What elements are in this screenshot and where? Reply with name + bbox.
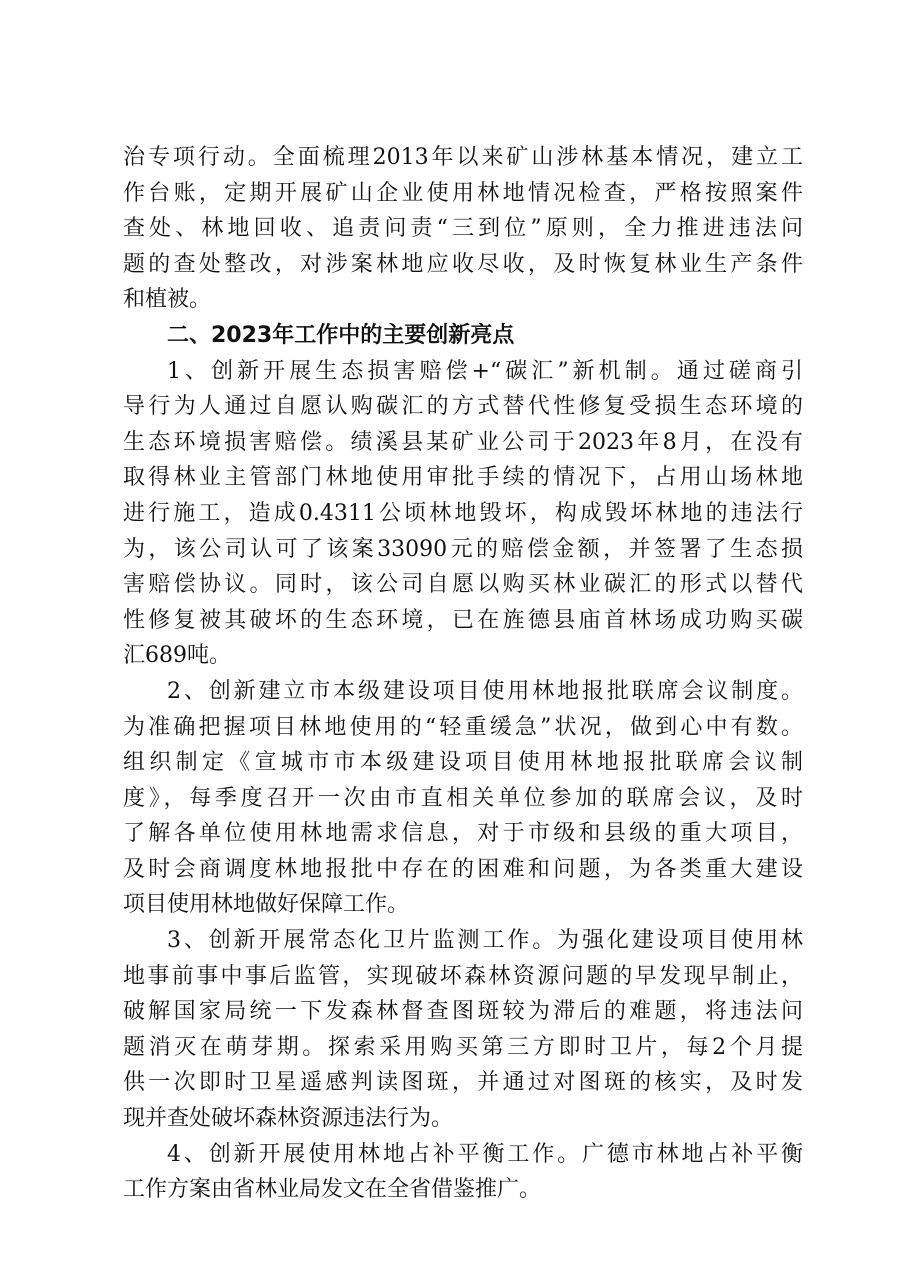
text-line: 题消灭在萌芽期。探索采用购买第三方即时卫片，每2个月提 [123, 1034, 803, 1060]
text-line: 1、创新开展生态损害赔偿+“碳汇”新机制。通过磋商引 [167, 358, 803, 384]
text-line: 取得林业主管部门林地使用审批手续的情况下，占用山场林地 [123, 465, 803, 491]
document-body [123, 140, 803, 1208]
text-line: 作台账，定期开展矿山企业使用林地情况检查，严格按照案件 [123, 180, 803, 206]
text-line: 性修复被其破坏的生态环境，已在旌德县庙首林场成功购买碳 [123, 607, 803, 633]
text-line: 进行施工，造成0.4311公顷林地毁坏，构成毁坏林地的违法行 [123, 500, 803, 526]
text-line: 和植被。 [123, 287, 212, 313]
text-line: 汇689吨。 [123, 643, 231, 669]
text-line: 治专项行动。全面梳理2013年以来矿山涉林基本情况，建立工 [123, 145, 803, 170]
text-line: 组织制定《宣城市市本级建设项目使用林地报批联席会议制 [123, 750, 803, 776]
text-line: 及时会商调度林地报批中存在的困难和问题，为各类重大建设 [123, 856, 803, 882]
text-line: 了解各单位使用林地需求信息，对于市级和县级的重大项目， [123, 821, 803, 847]
text-line: 项目使用林地做好保障工作。 [123, 892, 410, 918]
text-line: 3、创新开展常态化卫片监测工作。为强化建设项目使用林 [167, 928, 803, 954]
text-line: 4、创新开展使用林地占补平衡工作。广德市林地占补平衡 [167, 1141, 803, 1167]
text-line: 查处、林地回收、追责问责“三到位”原则，全力推进违法问 [123, 216, 803, 242]
paragraph-continuation [123, 140, 803, 318]
text-line: 生态环境损害赔偿。绩溪县某矿业公司于2023年8月，在没有 [123, 429, 803, 455]
paragraph-item-3 [123, 923, 803, 1137]
paragraph-item-2 [123, 674, 803, 923]
text-line: 地事前事中事后监管，实现破坏森林资源问题的早发现早制止， [123, 963, 803, 989]
text-line: 题的查处整改，对涉案林地应收尽收，及时恢复林业生产条件 [123, 251, 803, 277]
text-line: 导行为人通过自愿认购碳汇的方式替代性修复受损生态环境的 [123, 394, 803, 420]
text-line: 度》，每季度召开一次由市直相关单位参加的联席会议，及时 [123, 785, 803, 811]
text-line: 为准确把握项目林地使用的“轻重缓急”状况，做到心中有数。 [123, 714, 803, 740]
paragraph-item-1 [123, 354, 803, 674]
section-heading [123, 318, 803, 354]
text-line: 工作方案由省林业局发文在全省借鉴推广。 [123, 1177, 542, 1203]
text-line: 现并查处破坏森林资源违法行为。 [123, 1106, 454, 1132]
paragraph-item-4 [123, 1137, 803, 1208]
text-line: 为，该公司认可了该案33090元的赔偿金额，并签署了生态损 [123, 536, 803, 562]
text-line: 破解国家局统一下发森林督查图斑较为滞后的难题，将违法问 [123, 999, 803, 1025]
heading-text: 二、2023年工作中的主要创新亮点 [167, 322, 515, 348]
text-line: 2、创新建立市本级建设项目使用林地报批联席会议制度。 [167, 678, 803, 704]
text-line: 害赔偿协议。同时，该公司自愿以购买林业碳汇的形式以替代 [123, 572, 803, 598]
text-line: 供一次即时卫星遥感判读图斑，并通过对图斑的核实，及时发 [123, 1070, 803, 1096]
